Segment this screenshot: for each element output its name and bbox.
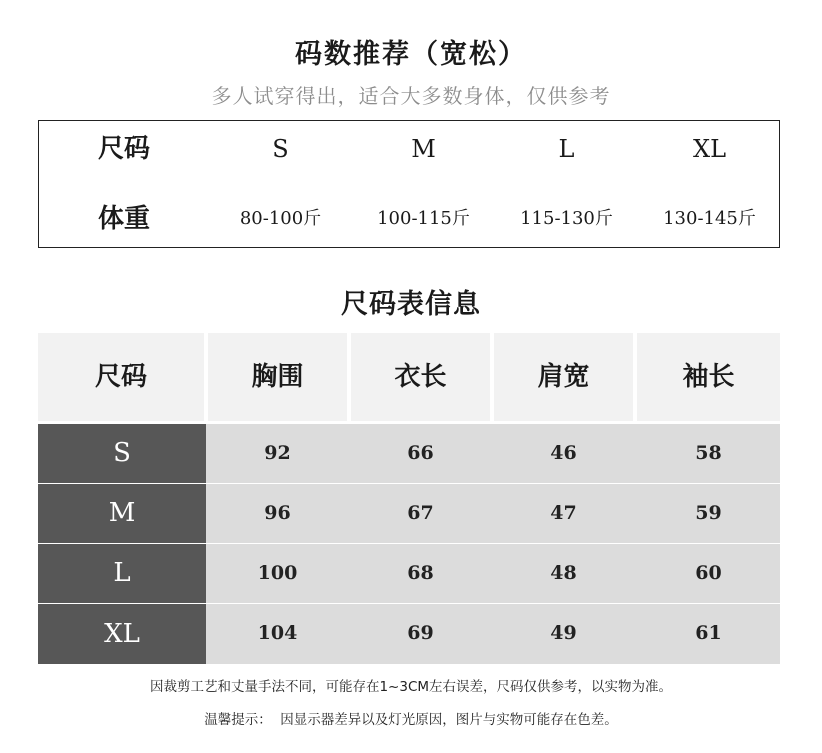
page-subtitle: 多人试穿得出，适合大多数身体，仅供参考 xyxy=(211,84,611,108)
weight-row xyxy=(39,199,779,239)
cell-shoulder: 48 xyxy=(550,562,577,584)
row-size-label: S xyxy=(38,424,206,483)
table-row xyxy=(38,604,780,664)
header-length: 衣长 xyxy=(351,333,490,421)
header-sleeve: 袖长 xyxy=(637,333,780,421)
cell-sleeve: 61 xyxy=(695,622,722,644)
size-chart-title: 尺码表信息 xyxy=(341,289,481,320)
row-size-label: XL xyxy=(38,604,206,664)
rec-size-l: L xyxy=(558,135,575,163)
rec-weight-s: 80-100斤 xyxy=(239,208,322,229)
measurement-note: 因裁剪工艺和丈量手法不同，可能存在1~3CM左右误差，尺码仅供参考，以实物为准。 xyxy=(149,679,673,695)
rec-weight-l: 115-130斤 xyxy=(520,208,613,229)
cell-sleeve: 59 xyxy=(695,502,722,524)
rec-weight-m: 100-115斤 xyxy=(377,208,470,229)
cell-chest: 104 xyxy=(257,622,298,644)
row-size-label: L xyxy=(38,544,206,603)
cell-sleeve: 58 xyxy=(695,442,722,464)
rec-weight-xl: 130-145斤 xyxy=(663,208,756,229)
size-row xyxy=(39,129,779,169)
header-chest: 胸围 xyxy=(208,333,347,421)
cell-chest: 92 xyxy=(264,442,291,464)
cell-sleeve: 60 xyxy=(695,562,722,584)
cell-shoulder: 49 xyxy=(550,622,577,644)
size-recommendation-table xyxy=(38,120,780,248)
weight-row-label: 体重 xyxy=(97,204,150,234)
table-row xyxy=(38,484,780,543)
rec-size-xl: XL xyxy=(692,135,727,163)
cell-length: 68 xyxy=(407,562,434,584)
cell-chest: 100 xyxy=(257,562,298,584)
cell-length: 66 xyxy=(407,442,434,464)
cell-shoulder: 46 xyxy=(550,442,577,464)
size-chart-table xyxy=(38,333,780,664)
rec-size-s: S xyxy=(272,135,289,163)
cell-length: 69 xyxy=(407,622,434,644)
cell-chest: 96 xyxy=(264,502,291,524)
rec-size-m: M xyxy=(411,135,436,163)
cell-shoulder: 47 xyxy=(550,502,577,524)
cell-length: 67 xyxy=(407,502,434,524)
table-row xyxy=(38,544,780,603)
header-shoulder: 肩宽 xyxy=(494,333,633,421)
row-size-label: M xyxy=(38,484,206,543)
page-title: 码数推荐（宽松） xyxy=(295,39,527,70)
table-row xyxy=(38,424,780,483)
size-row-label: 尺码 xyxy=(97,134,150,164)
header-size: 尺码 xyxy=(38,333,204,421)
color-disclaimer: 温馨提示： 因显示器差异以及灯光原因，图片与实物可能存在色差。 xyxy=(204,712,618,728)
